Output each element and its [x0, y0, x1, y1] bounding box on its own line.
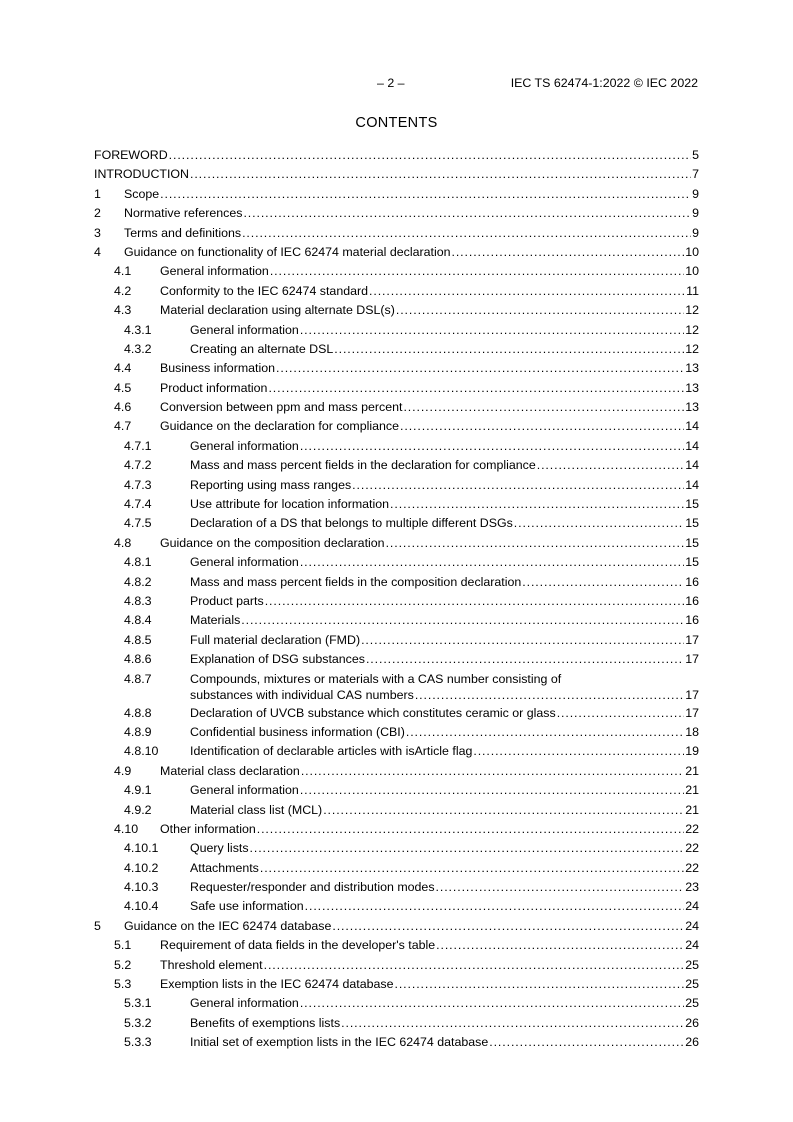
- toc-entry-page: 17: [685, 652, 699, 667]
- toc-entry[interactable]: [94, 224, 699, 243]
- dot-leader: [301, 762, 684, 781]
- toc-entry-page: 17: [685, 687, 699, 702]
- toc-entry-number: 5.3.2: [124, 1015, 152, 1030]
- toc-entry-number: 4.8.10: [124, 744, 159, 759]
- dot-leader: [537, 456, 684, 475]
- toc-entry-number: 4.10.2: [124, 860, 159, 875]
- toc-entry[interactable]: [94, 204, 699, 223]
- dot-leader: [160, 185, 691, 204]
- toc-entry-page: 9: [692, 186, 699, 201]
- toc-entry-number: 4.8.8: [124, 705, 152, 720]
- toc-entry-number: 4.4: [114, 361, 132, 376]
- toc-entry-page: 16: [685, 574, 699, 589]
- toc-entry[interactable]: [94, 820, 699, 839]
- toc-entry-number: 4.6: [114, 400, 132, 415]
- toc-entry-title: Material declaration using alternate DSL(s): [160, 303, 395, 318]
- toc-entry-title: Terms and definitions: [124, 225, 242, 240]
- toc-entry-page: 16: [685, 613, 699, 628]
- toc-entry[interactable]: [94, 742, 699, 761]
- toc-entry-page: 25: [685, 977, 699, 992]
- toc-entry[interactable]: [94, 301, 699, 320]
- toc-entry[interactable]: [94, 553, 699, 572]
- toc-entry-number: 4.8.5: [124, 632, 152, 647]
- toc-entry-title: Guidance on functionality of IEC 62474 material declaration: [124, 244, 451, 259]
- toc-entry-title: Normative references: [124, 206, 243, 221]
- dot-leader: [243, 204, 691, 223]
- toc-entry-title: Business information: [160, 361, 276, 376]
- dot-leader: [451, 243, 684, 262]
- toc-entry[interactable]: [94, 456, 699, 475]
- toc-entry-title: Guidance on the IEC 62474 database: [124, 918, 332, 933]
- toc-entry[interactable]: [94, 146, 699, 165]
- toc-entry-title: Compounds, mixtures or materials with a CAS number consisting of: [190, 671, 562, 686]
- toc-entry[interactable]: [94, 282, 699, 301]
- toc-entry-number: 4.9.1: [124, 783, 152, 798]
- toc-entry-number: 4.5: [114, 380, 132, 395]
- toc-entry-title: Scope: [124, 186, 160, 201]
- toc-entry-page: 7: [692, 167, 699, 182]
- toc-entry-number: 5.2: [114, 957, 132, 972]
- dot-leader: [341, 1014, 684, 1033]
- toc-entry-page: 12: [685, 341, 699, 356]
- dot-leader: [522, 573, 684, 592]
- toc-entry-title: Use attribute for location information: [190, 497, 390, 512]
- dot-leader: [514, 514, 684, 533]
- dot-leader: [323, 801, 684, 820]
- dot-leader: [473, 742, 684, 761]
- page-number: – 2 –: [377, 76, 405, 90]
- toc-entry-page: 14: [685, 458, 699, 473]
- toc-entry-number: 1: [94, 186, 101, 201]
- toc-entry-page: 13: [685, 400, 699, 415]
- toc-entry-title: Confidential business information (CBI): [190, 724, 405, 739]
- dot-leader: [436, 878, 685, 897]
- toc-entry-title: Declaration of UVCB substance which constitutes ceramic or glass: [190, 705, 556, 720]
- toc-entry-page: 15: [685, 497, 699, 512]
- toc-entry-page: 22: [685, 841, 699, 856]
- toc-entry-number: 4.8.4: [124, 613, 152, 628]
- toc-entry-number: 4.10: [114, 821, 139, 836]
- toc-entry[interactable]: [94, 398, 699, 417]
- toc-entry[interactable]: [94, 650, 699, 669]
- toc-entry[interactable]: [94, 437, 699, 456]
- dot-leader: [305, 897, 685, 916]
- dot-leader: [436, 936, 684, 955]
- toc-entry[interactable]: [94, 704, 699, 723]
- dot-leader: [257, 820, 684, 839]
- toc-entry-number: 4.8.6: [124, 652, 152, 667]
- toc-entry-title: Safe use information: [190, 899, 304, 914]
- toc-entry[interactable]: [94, 611, 699, 630]
- toc-entry-number: 4.8.9: [124, 724, 152, 739]
- dot-leader: [334, 340, 684, 359]
- toc-entry-page: 14: [685, 477, 699, 492]
- toc-entry-page: 21: [685, 802, 699, 817]
- toc-entry-page: 13: [685, 361, 699, 376]
- toc-entry-title: FOREWORD: [94, 148, 168, 162]
- toc-entry-page: 15: [685, 535, 699, 550]
- toc-entry[interactable]: [94, 897, 699, 916]
- toc-entry[interactable]: [94, 859, 699, 878]
- dot-leader: [396, 301, 684, 320]
- dot-leader: [270, 262, 684, 281]
- toc-entry-number: 4.8: [114, 535, 132, 550]
- toc-entry-title: Product parts: [190, 593, 264, 608]
- dot-leader: [395, 975, 685, 994]
- toc-entry-title: Identification of declarable articles with isArticle flag: [190, 744, 473, 759]
- toc-entry-title: General information: [190, 438, 299, 453]
- toc-entry-page: 16: [685, 593, 699, 608]
- toc-entry-title: Threshold element: [160, 957, 263, 972]
- toc-entry-page: 21: [685, 763, 699, 778]
- toc-entry-page: 25: [685, 957, 699, 972]
- toc-entry-page: 22: [685, 860, 699, 875]
- toc-entry-title: Creating an alternate DSL: [190, 341, 334, 356]
- dot-leader: [361, 631, 684, 650]
- toc-entry[interactable]: [94, 839, 699, 858]
- toc-entry-title: Materials: [190, 613, 241, 628]
- toc-entry[interactable]: [94, 1033, 699, 1052]
- toc-entry-title: Guidance on the declaration for compliance: [160, 419, 400, 434]
- toc-entry[interactable]: [94, 1014, 699, 1033]
- dot-leader: [489, 1033, 684, 1052]
- toc-entry[interactable]: [94, 917, 699, 936]
- toc-entry-page: 24: [685, 918, 699, 933]
- toc-entry[interactable]: [94, 359, 699, 378]
- toc-entry-title: INTRODUCTION: [94, 167, 189, 182]
- toc-entry-number: 5: [94, 918, 101, 933]
- toc-entry-number: 5.3.1: [124, 996, 152, 1011]
- toc-entry-title: Product information: [160, 380, 268, 395]
- toc-entry-page: 26: [685, 1015, 699, 1030]
- toc-entry-number: 4.7.3: [124, 477, 152, 492]
- toc-entry-page: 15: [685, 555, 699, 570]
- toc-entry-page: 17: [685, 632, 699, 647]
- toc-entry-number: 4.7.2: [124, 458, 152, 473]
- toc-entry-page: 15: [685, 516, 699, 531]
- standard-reference: IEC TS 62474-1:2022 © IEC 2022: [510, 76, 698, 90]
- toc-entry[interactable]: [94, 723, 699, 742]
- toc-entry[interactable]: [94, 781, 699, 800]
- toc-entry-title: Exemption lists in the IEC 62474 database: [160, 977, 394, 992]
- toc-entry-title: General information: [190, 996, 299, 1011]
- dot-leader: [300, 321, 684, 340]
- toc-entry[interactable]: [94, 165, 699, 184]
- toc-entry-title: Reporting using mass ranges: [190, 477, 352, 492]
- toc-entry[interactable]: [94, 975, 699, 994]
- toc-entry-title: General information: [190, 555, 299, 570]
- toc-entry-number: 4: [94, 244, 101, 259]
- dot-leader: [332, 917, 684, 936]
- toc-entry-page: 10: [685, 264, 699, 279]
- toc-entry-title: Explanation of DSG substances: [190, 652, 365, 667]
- dot-leader: [300, 994, 684, 1013]
- toc-entry-number: 4.8.1: [124, 555, 152, 570]
- toc-entry-number: 4.10.1: [124, 841, 159, 856]
- toc-entry-number: 5.3: [114, 977, 132, 992]
- toc-entry-title: Full material declaration (FMD): [190, 632, 361, 647]
- toc-entry[interactable]: [94, 495, 699, 514]
- page-title: CONTENTS: [355, 115, 438, 131]
- dot-leader: [406, 723, 684, 742]
- toc-entry-title: General information: [190, 322, 299, 337]
- toc-entry-number: 4.8.2: [124, 574, 152, 589]
- toc-entry-title: Mass and mass percent fields in the composition declaration: [190, 574, 522, 589]
- toc-entry[interactable]: [94, 243, 699, 262]
- toc-entry-page: 24: [685, 938, 699, 953]
- toc-entry-number: 4.8.3: [124, 593, 152, 608]
- toc-entry-page: 12: [685, 322, 699, 337]
- table-of-contents: [94, 146, 699, 1053]
- toc-entry-number: 4.9.2: [124, 802, 152, 817]
- dot-leader: [260, 859, 684, 878]
- toc-entry-title: Conformity to the IEC 62474 standard: [160, 283, 369, 298]
- toc-entry-title: Other information: [160, 821, 256, 836]
- dot-leader: [403, 398, 684, 417]
- dot-leader: [276, 359, 684, 378]
- toc-entry[interactable]: [94, 534, 699, 553]
- toc-entry-number: 4.7.5: [124, 516, 152, 531]
- toc-entry-title: General information: [190, 783, 299, 798]
- toc-entry-page: 14: [685, 438, 699, 453]
- toc-entry-title: Material class list (MCL): [190, 802, 323, 817]
- toc-entry[interactable]: [94, 878, 699, 897]
- toc-entry-number: 4.3.2: [124, 341, 152, 356]
- dot-leader: [400, 417, 684, 436]
- toc-entry-page: 11: [686, 283, 699, 298]
- dot-leader: [241, 611, 684, 630]
- toc-entry-number: 3: [94, 225, 101, 240]
- toc-entry[interactable]: [94, 631, 699, 650]
- toc-entry-page: 13: [685, 380, 699, 395]
- toc-entry-title: Material class declaration: [160, 763, 300, 778]
- dot-leader: [352, 476, 684, 495]
- dot-leader: [242, 224, 691, 243]
- toc-entry[interactable]: [94, 573, 699, 592]
- toc-entry-page: 9: [692, 206, 699, 221]
- toc-entry[interactable]: [94, 936, 699, 955]
- dot-leader: [557, 704, 685, 723]
- toc-entry[interactable]: [94, 994, 699, 1013]
- toc-entry-page: 17: [685, 705, 699, 720]
- toc-entry-title: Requirement of data fields in the developer's table: [160, 938, 436, 953]
- toc-entry-page: 14: [685, 419, 699, 434]
- toc-entry-number: 4.3.1: [124, 322, 152, 337]
- toc-entry[interactable]: [94, 592, 699, 611]
- toc-entry[interactable]: [94, 417, 699, 436]
- toc-entry-page: 26: [685, 1035, 699, 1050]
- toc-entry-title: Initial set of exemption lists in the IEC 62474 database: [190, 1035, 489, 1050]
- toc-entry-page: 19: [685, 744, 699, 759]
- toc-entry-number: 4.2: [114, 283, 132, 298]
- toc-entry-page: 10: [685, 244, 699, 259]
- toc-entry-title: Declaration of a DS that belongs to multiple different DSGs: [190, 516, 513, 531]
- dot-leader: [268, 379, 684, 398]
- toc-entry-number: 4.7: [114, 419, 132, 434]
- toc-entry[interactable]: [94, 670, 699, 704]
- toc-entry[interactable]: [94, 262, 699, 281]
- toc-entry-page: 5: [692, 148, 699, 162]
- toc-entry[interactable]: [94, 514, 699, 533]
- toc-entry[interactable]: [94, 185, 699, 204]
- dot-leader: [415, 687, 684, 703]
- toc-entry-title: Query lists: [190, 841, 249, 856]
- toc-entry-page: 24: [685, 899, 699, 914]
- toc-entry-number: 4.8.7: [124, 671, 152, 686]
- dot-leader: [190, 165, 691, 184]
- dot-leader: [300, 553, 684, 572]
- dot-leader: [366, 650, 684, 669]
- toc-entry[interactable]: [94, 762, 699, 781]
- toc-entry-title: Attachments: [190, 860, 259, 875]
- toc-entry-page: 21: [685, 783, 699, 798]
- dot-leader: [169, 146, 691, 165]
- toc-entry-number: 4.3: [114, 303, 132, 318]
- toc-entry-title: Mass and mass percent fields in the declaration for compliance: [190, 458, 536, 473]
- toc-entry-number: 4.1: [114, 264, 132, 279]
- toc-entry-page: 23: [685, 880, 699, 895]
- dot-leader: [300, 437, 684, 456]
- toc-entry[interactable]: [94, 956, 699, 975]
- toc-entry-number: 4.10.4: [124, 899, 159, 914]
- toc-entry[interactable]: [94, 379, 699, 398]
- dot-leader: [250, 839, 685, 858]
- dot-leader: [390, 495, 684, 514]
- dot-leader: [300, 781, 684, 800]
- dot-leader: [386, 534, 685, 553]
- toc-entry-title: Conversion between ppm and mass percent: [160, 400, 403, 415]
- toc-entry-title: Requester/responder and distribution modes: [190, 880, 435, 895]
- toc-entry[interactable]: [94, 321, 699, 340]
- toc-entry-title: Benefits of exemptions lists: [190, 1015, 341, 1030]
- toc-entry-page: 18: [685, 724, 699, 739]
- toc-entry[interactable]: [94, 476, 699, 495]
- toc-entry-number: 4.7.4: [124, 497, 152, 512]
- toc-entry-number: 4.9: [114, 763, 132, 778]
- toc-entry-number: 5.3.3: [124, 1035, 152, 1050]
- toc-entry-number: 4.7.1: [124, 438, 152, 453]
- toc-entry-number: 5.1: [114, 938, 132, 953]
- toc-entry-number: 2: [94, 206, 101, 221]
- dot-leader: [265, 592, 685, 611]
- toc-entry-title: General information: [160, 264, 269, 279]
- toc-entry-page: 25: [685, 996, 699, 1011]
- toc-entry-page: 22: [685, 821, 699, 836]
- toc-entry[interactable]: [94, 340, 699, 359]
- toc-entry-page: 9: [692, 225, 699, 240]
- dot-leader: [264, 956, 685, 975]
- dot-leader: [369, 282, 685, 301]
- toc-entry-title-continued: substances with individual CAS numbers: [190, 687, 414, 702]
- toc-entry[interactable]: [94, 801, 699, 820]
- toc-entry-page: 12: [685, 303, 699, 318]
- toc-entry-title: Guidance on the composition declaration: [160, 535, 385, 550]
- toc-entry-number: 4.10.3: [124, 880, 159, 895]
